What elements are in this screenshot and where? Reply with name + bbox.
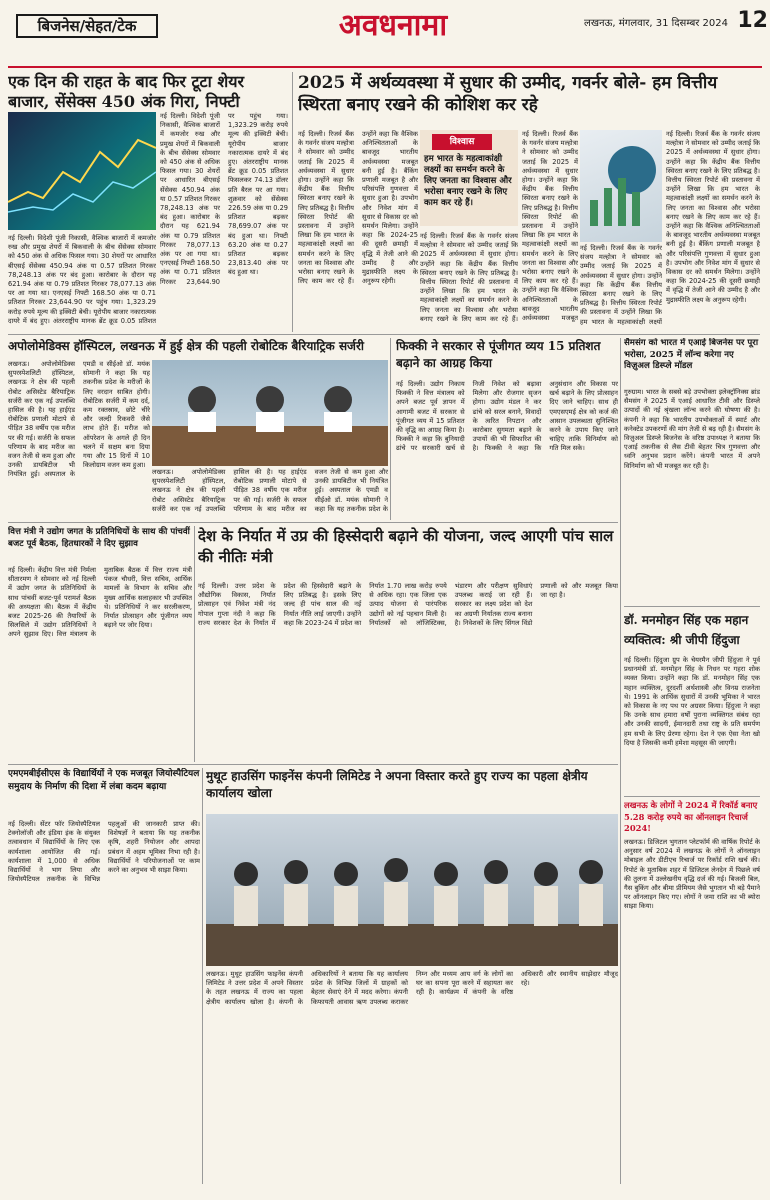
press-conference-graphic	[152, 360, 388, 466]
fm-headline-block	[8, 526, 192, 564]
rbi-body-a: नई दिल्ली। रिजर्व बैंक के गवर्नर संजय मल्होत्रा ने सोमवार को उम्मीद जताई कि 2025 में अर्थव्यवस्था में सुधार होगा। उन्होंने कहा कि केंद्रीय बैंक वित्तीय स्थिरता बनाए रखने के लिए प्रतिबद्ध है। वित्तीय स्थिरता रिपोर्ट की प्रस्तावना में उन्होंने लिखा कि हम भारत के महत्वाकांक्षी लक्ष्यों का समर्थन करने के लिए जनता का विश्वास और भरोसा बनाए रखने के लिए काम कर रहे हैं। उन्होंने कहा कि वैश्विक अनिश्चितताओं के बावजूद भारतीय अर्थव्यवस्था मजबूत बनी हुई है। बैंकिंग प्रणाली मजबूत है और परिसंपत्ति गुणवत्ता में सुधार हुआ है। उपभोग और निवेश मांग में सुधार से विकास दर को समर्थन मिलेगा। उन्होंने कहा कि 2024-25 की दूसरी छमाही में वृद्धि में तेजी आने की उम्मीद है और मुद्रास्फीति लक्ष्य के अनुरूप रहेगी।	[298, 130, 418, 286]
samsung-body: गुरुग्राम। भारत के सबसे बड़े उपभोक्ता इलेक्ट्रॉनिक्स ब्रांड सैमसंग ने 2025 में एआई आधारित टीवी और डिस्प्ले उत्पादों की नई श्रृंखला लॉन्च करने की घोषणा की है। कंपनी ने कहा कि भारतीय उपभोक्ताओं में स्मार्ट और कनेक्टेड उपकरणों की मांग तेजी से बढ़ रही है। सैमसंग के विज़ुअल डिस्प्ले बिजनेस के वरिष्ठ उपाध्यक्ष ने बताया कि एआई तकनीक से लैस टीवी बेहतर चित्र गुणवत्ता और ध्वनि अनुभव प्रदान करेंगे। कंपनी भारत में अपने विनिर्माण को भी मजबूत कर रही है।	[624, 388, 760, 470]
rbi-tag: विश्वास	[432, 134, 492, 150]
section-label: बिजनेस/सेहत/टेक	[16, 14, 158, 38]
rbi-headline-block	[298, 72, 760, 128]
rbi-pullquote: हम भारत के महत्वाकांक्षी लक्ष्यों का समर्थन करने के लिए जनता का विश्वास और भरोसा बनाए रखने के लिए काम कर रहे हैं।	[424, 154, 512, 208]
column-divider	[202, 768, 203, 1184]
column-divider	[194, 526, 195, 762]
manmohan-headline-block	[624, 610, 760, 654]
mpm-headline: एमएमबीईसीएस के विद्यार्थियों ने एक मजबूत जियोस्पैटियल समुदाय के निर्माण की दिशा में लंबा कदम बढ़ाया	[8, 769, 200, 792]
recharge-headline-block	[624, 800, 760, 836]
muthoot-body: लखनऊ। मुथूट हाउसिंग फाइनेंस कंपनी लिमिटेड ने उत्तर प्रदेश में अपने विस्तार के तहत लखनऊ में राज्य का पहला क्षेत्रीय कार्यालय खोला है। कंपनी के अधिकारियों ने बताया कि यह कार्यालय प्रदेश के विभिन्न जिलों में ग्राहकों को बेहतर सेवाएं देने में मदद करेगा। कंपनी किफायती आवास ऋण उपलब्ध कराकर निम्न और मध्यम आय वर्ग के लोगों का घर का सपना पूरा करने में सहायता कर रही है। कार्यक्रम में कंपनी के वरिष्ठ अधिकारी और स्थानीय साझेदार मौजूद रहे।	[206, 970, 618, 1006]
ficci-body: नई दिल्ली। उद्योग निकाय फिक्की ने वित्त मंत्रालय को अपने बजट पूर्व ज्ञापन में आगामी बजट में सरकार से पूंजीगत व्यय में 15 प्रतिशत की वृद्धि का आग्रह किया है। फिक्की ने कहा कि बुनियादी ढांचे पर सरकारी खर्च से निजी निवेश को बढ़ावा मिलेगा और रोजगार सृजन होगा। उद्योग मंडल ने कर ढांचे को सरल बनाने, विवादों के त्वरित निपटान और कारोबार सुगमता बढ़ाने के उपायों की भी सिफारिश की है। फिक्की ने कहा कि अनुसंधान और विकास पर खर्च बढ़ाने के लिए प्रोत्साहन दिए जाने चाहिए। साथ ही एमएसएमई क्षेत्र को कर्ज की आसान उपलब्धता सुनिश्चित करने के उपाय किए जाने चाहिए ताकि विनिर्माण को गति मिल सके।	[396, 380, 618, 453]
rbi-body-e: नई दिल्ली। रिजर्व बैंक के गवर्नर संजय मल्होत्रा ने सोमवार को उम्मीद जताई कि 2025 में अर्थव्यवस्था में सुधार होगा। उन्होंने कहा कि केंद्रीय बैंक वित्तीय स्थिरता बनाए रखने के लिए प्रतिबद्ध है। वित्तीय स्थिरता रिपोर्ट की प्रस्तावना में उन्होंने लिखा कि हम भारत के महत्वाकांक्षी लक्ष्यों का समर्थन करने के लिए जनता का विश्वास और भरोसा बनाए रखने के लिए काम कर रहे हैं। उन्होंने कहा कि वैश्विक अनिश्चितताओं के बावजूद भारतीय अर्थव्यवस्था मजबूत बनी हुई है। बैंकिंग प्रणाली मजबूत है और परिसंपत्ति गुणवत्ता में सुधार हुआ है। उपभोग और निवेश मांग में सुधार से विकास दर को समर्थन मिलेगा। उन्होंने कहा कि 2024-25 की दूसरी छमाही में वृद्धि में तेजी आने की उम्मीद है और मुद्रास्फीति लक्ष्य के अनुरूप रहेगी।	[666, 130, 760, 304]
section-divider	[8, 764, 618, 765]
export-headline: देश के निर्यात में उप्र की हिस्सेदारी बढ़ाने की योजना, जल्द आएगी पांच साल की नीतिः मंत्री	[198, 527, 614, 566]
column-divider	[292, 72, 293, 332]
muthoot-headline-block	[206, 768, 618, 812]
market-headline: एक दिन की राहत के बाद फिर टूटा शेयर बाजार, सेंसेक्स 450 अंक गिरा, निफ्टी	[8, 72, 245, 111]
export-headline-block	[198, 526, 618, 578]
rbi-body-b: नई दिल्ली। रिजर्व बैंक के गवर्नर संजय मल्होत्रा ने सोमवार को उम्मीद जताई कि 2025 में अर्थव्यवस्था में सुधार होगा। उन्होंने कहा कि केंद्रीय बैंक वित्तीय स्थिरता बनाए रखने के लिए प्रतिबद्ध है। वित्तीय स्थिरता रिपोर्ट की प्रस्तावना में उन्होंने लिखा कि हम भारत के महत्वाकांक्षी लक्ष्यों का समर्थन करने के लिए जनता का विश्वास और भरोसा बनाए रखने के लिए काम कर रहे हैं।	[420, 232, 518, 323]
samsung-headline-block	[624, 338, 760, 386]
stock-chart-graphic	[8, 112, 156, 230]
rbi-body-d: नई दिल्ली। रिजर्व बैंक के गवर्नर संजय मल्होत्रा ने सोमवार को उम्मीद जताई कि 2025 में अर्थव्यवस्था में सुधार होगा। उन्होंने कहा कि केंद्रीय बैंक वित्तीय स्थिरता बनाए रखने के लिए प्रतिबद्ध है। वित्तीय स्थिरता रिपोर्ट की प्रस्तावना में उन्होंने लिखा कि हम भारत के महत्वाकांक्षी लक्ष्यों	[580, 244, 662, 326]
economy-graphic	[580, 130, 662, 242]
apollo-headline: अपोलोमेडिक्स हॉस्पिटल, लखनऊ में हुई क्षेत्र की पहली रोबोटिक बैरियाट्रिक सर्जरी	[8, 339, 364, 353]
page-number: 12	[737, 8, 768, 33]
section-divider	[8, 334, 760, 335]
apollo-body-a: लखनऊ। अपोलोमेडिक्स सुपरस्पेशलिटी हॉस्पिटल, लखनऊ ने क्षेत्र की पहली रोबोट असिस्टेड बैरियाट्रिक सर्जरी कर एक नई उपलब्धि हासिल की है। यह हाईएंड रोबोटिक प्रणाली मोटापे से पीड़ित 38 वर्षीय एक मरीज पर की गई। सर्जरी के सफल परिणाम के बाद मरीज का वजन तेजी से कम हुआ और उनकी डायबिटीज भी नियंत्रित हुई। अस्पताल के एमडी व सीईओ डॉ. मयंक सोमानी ने कहा कि यह तकनीक प्रदेश के मरीजों के लिए वरदान साबित होगी। रोबोटिक सर्जरी में कम दर्द, कम रक्तस्राव, छोटे चीरे और जल्दी रिकवरी जैसे लाभ होते हैं। मरीज को ऑपरेशन के अगले ही दिन चलने में सक्षम बना दिया गया और 15 दिनों में 10 किलोग्राम वजन कम हुआ।	[8, 360, 150, 479]
manmohan-headline: डॉ. मनमोहन सिंह एक महान व्यक्तित्व: श्री जीपी हिंदुजा	[624, 613, 749, 647]
rbi-body-c: नई दिल्ली। रिजर्व बैंक के गवर्नर संजय मल्होत्रा ने सोमवार को उम्मीद जताई कि 2025 में अर्थव्यवस्था में सुधार होगा। उन्होंने कहा कि केंद्रीय बैंक वित्तीय स्थिरता बनाए रखने के लिए प्रतिबद्ध है। वित्तीय स्थिरता रिपोर्ट की प्रस्तावना में उन्होंने लिखा कि हम भारत के महत्वाकांक्षी लक्ष्यों का समर्थन करने के लिए जनता का विश्वास और भरोसा बनाए रखने के लिए काम कर रहे हैं। उन्होंने कहा कि वैश्विक अनिश्चितताओं के बावजूद भारतीय अर्थव्यवस्था मजबूत	[522, 130, 578, 323]
rbi-headline: 2025 में अर्थव्यवस्था में सुधार की उम्मीद, गवर्नर बोले- हम वित्तीय स्थिरता बनाए रखने की कोशिश कर रहे	[298, 73, 718, 115]
section-divider	[8, 522, 618, 523]
mpm-headline-block	[8, 768, 200, 818]
section-divider	[624, 606, 760, 607]
group-photo-graphic	[206, 814, 618, 966]
column-divider	[390, 338, 391, 520]
stock-chart-photo	[8, 112, 156, 230]
recharge-body: लखनऊ। डिजिटल भुगतान प्लेटफॉर्म की वार्षिक रिपोर्ट के अनुसार वर्ष 2024 में लखनऊ के लोगों ने ऑनलाइन मोबाइल और डीटीएच रिचार्ज पर रिकॉर्ड राशि खर्च की। रिपोर्ट के मुताबिक शहर में डिजिटल लेनदेन में पिछले वर्ष की तुलना में उल्लेखनीय वृद्धि दर्ज की गई। बिजली बिल, गैस बुकिंग और बीमा प्रीमियम जैसे भुगतान भी बड़े पैमाने पर ऑनलाइन किए गए। लोगों ने जमा राशि का भी ब्योरा साझा किया।	[624, 838, 760, 911]
issue-date: लखनऊ, मंगलवार, 31 दिसम्बर 2024	[584, 18, 728, 29]
fm-body: नई दिल्ली। केंद्रीय वित्त मंत्री निर्मला सीतारमण ने सोमवार को नई दिल्ली में उद्योग जगत के प्रतिनिधियों के साथ पांचवीं बजट-पूर्व परामर्श बैठक की अध्यक्षता की। बैठक में केंद्रीय बजट 2025-26 की तैयारियों के सिलसिले में उद्योग प्रतिनिधियों ने अपने सुझाव दिए। वित्त मंत्रालय के मुताबिक बैठक में वित्त राज्य मंत्री पंकज चौधरी, वित्त सचिव, आर्थिक मामलों के विभाग के सचिव और मुख्य आर्थिक सलाहकार भी उपस्थित थे। प्रतिनिधियों ने कर सरलीकरण, निर्यात प्रोत्साहन और पूंजीगत व्यय बढ़ाने पर जोर दिया।	[8, 566, 192, 639]
market-body-b: नई दिल्ली। विदेशी पूंजी निकासी, वैश्विक बाजारों में कमजोर रुख और प्रमुख शेयरों में बिकवाली के बीच सेंसेक्स सोमवार को 450 अंक से अधिक फिसल गया। 30 शेयरों पर आधारित बीएसई सेंसेक्स 450.94 अंक या 0.57 प्रतिशत गिरकर 78,248.13 अंक पर बंद हुआ। कारोबार के दौरान यह 621.94 अंक या 0.79 प्रतिशत गिरकर 78,077.13 अंक पर आ गया था। एनएसई निफ्टी 168.50 अंक या 0.71 प्रतिशत गिरकर 23,644.90 पर पहुंच गया। 1,323.29 करोड़ रुपये मूल्य की इक्विटी बेची। यूरोपीय बाजार नकारात्मक दायरे में बंद हुए। अंतरराष्ट्रीय मानक ब्रेंट क्रूड 0.05 प्रतिशत फिसलकर 74.13 डॉलर प्रति बैरल पर आ गया। शुक्रवार को सेंसेक्स 226.59 अंक या 0.29 प्रतिशत बढ़कर 78,699.07 अंक पर बंद हुआ था। निफ्टी 63.20 अंक या 0.27 प्रतिशत बढ़कर 23,813.40 अंक पर बंद हुआ था।	[160, 112, 288, 286]
samsung-headline: सैमसंग को भारत में एआई बिजनेस पर पूरा भरोसा, 2025 में लॉन्च करेगा नए विज़ुअल डिस्प्ले मॉडल	[624, 338, 759, 371]
market-body-a: नई दिल्ली। विदेशी पूंजी निकासी, वैश्विक बाजारों में कमजोर रुख और प्रमुख शेयरों में बिकवाली के बीच सेंसेक्स सोमवार को 450 अंक से अधिक फिसल गया। 30 शेयरों पर आधारित बीएसई सेंसेक्स 450.94 अंक या 0.57 प्रतिशत गिरकर 78,248.13 अंक पर बंद हुआ। कारोबार के दौरान यह 621.94 अंक या 0.79 प्रतिशत गिरकर 78,077.13 अंक पर आ गया था। एनएसई निफ्टी 168.50 अंक या 0.71 प्रतिशत गिरकर 23,644.90 पर पहुंच गया। 1,323.29 करोड़ रुपये मूल्य की इक्विटी बेची। यूरोपीय बाजार नकारात्मक दायरे में बंद हुए। अंतरराष्ट्रीय मानक ब्रेंट क्रूड 0.05 प्रतिशत	[8, 234, 156, 325]
apollo-body-b: लखनऊ। अपोलोमेडिक्स सुपरस्पेशलिटी हॉस्पिटल, लखनऊ ने क्षेत्र की पहली रोबोट असिस्टेड बैरियाट्रिक सर्जरी कर एक नई उपलब्धि हासिल की है। यह हाईएंड रोबोटिक प्रणाली मोटापे से पीड़ित 38 वर्षीय एक मरीज पर की गई। सर्जरी के सफल परिणाम के बाद मरीज का वजन तेजी से कम हुआ और उनकी डायबिटीज भी नियंत्रित हुई। अस्पताल के एमडी व सीईओ डॉ. मयंक सोमानी ने कहा कि यह तकनीक प्रदेश के	[152, 468, 388, 513]
apollo-press-photo	[152, 360, 388, 466]
ficci-headline: फिक्की ने सरकार से पूंजीगत व्यय 15 प्रतिशत बढ़ाने का आग्रह किया	[396, 339, 601, 370]
recharge-headline: लखनऊ के लोगों ने 2024 में रिकॉर्ड बनाए 5.28 करोड़ रुपये का ऑनलाइन रिचार्ज 2024!	[624, 800, 758, 833]
fm-headline: वित्त मंत्री ने उद्योग जगत के प्रतिनिधियों के साथ की पांचवीं बजट पूर्व बैठक, हितधारकों ने दिए सुझाव	[8, 527, 190, 549]
masthead-bar	[8, 6, 768, 68]
muthoot-office-photo	[206, 814, 618, 966]
economy-illustration	[580, 130, 662, 242]
masthead-logo: अवधनामा	[338, 8, 448, 43]
manmohan-body: नई दिल्ली। हिंदुजा ग्रुप के चेयरमैन जीपी हिंदुजा ने पूर्व प्रधानमंत्री डॉ. मनमोहन सिंह के निधन पर गहरा शोक व्यक्त किया। उन्होंने कहा कि डॉ. मनमोहन सिंह एक महान व्यक्तित्व, दूरदर्शी अर्थशास्त्री और विनम्र राजनेता थे। 1991 के आर्थिक सुधारों में उनकी भूमिका ने भारत को विकास के नए पथ पर अग्रसर किया। हिंदुजा ने कहा कि उनके साथ हमारा वर्षों पुराना व्यक्तिगत संबंध रहा और उनकी सादगी, ईमानदारी तथा राष्ट्र के प्रति समर्पण हम सभी के लिए प्रेरणा रहेगा। देश ने एक ऐसा नेता खो दिया है जिसकी कमी हमेशा महसूस की जाएगी।	[624, 656, 760, 747]
section-divider	[624, 796, 760, 797]
apollo-headline-block	[8, 338, 390, 360]
muthoot-headline: मुथूट हाउसिंग फाइनेंस कंपनी लिमिटेड ने अपना विस्तार करते हुए राज्य का पहला क्षेत्रीय कार्यालय खोला	[206, 769, 588, 800]
export-body: नई दिल्ली। उत्तर प्रदेश के औद्योगिक विकास, निर्यात प्रोत्साहन एवं निवेश मंत्री नंद गोपाल गुप्ता नंदी ने कहा कि राज्य सरकार देश के निर्यात में प्रदेश की हिस्सेदारी बढ़ाने के लिए प्रतिबद्ध है। इसके लिए जल्द ही पांच साल की नई निर्यात नीति लाई जाएगी। उन्होंने कहा कि 2023-24 में प्रदेश का निर्यात 1.70 लाख करोड़ रुपये से अधिक रहा। एक जिला एक उत्पाद योजना से पारंपरिक उद्योगों को नई पहचान मिली है। निर्यातकों को लॉजिस्टिक्स, भंडारण और परीक्षण सुविधाएं उपलब्ध कराई जा रही हैं। सरकार का लक्ष्य प्रदेश को देश का अग्रणी निर्यातक राज्य बनाना है। निवेशकों के लिए सिंगल विंडो प्रणाली को और मजबूत किया जा रहा है।	[198, 582, 618, 627]
mpm-body: नई दिल्ली। सेंटर फॉर जियोस्पैटियल टेक्नोलॉजी और इंडिया इंक के संयुक्त तत्वावधान में विद्यार्थियों के लिए एक कार्यशाला आयोजित की गई। कार्यशाला में 1,000 से अधिक विद्यार्थियों ने भाग लिया और जियोस्पैटियल तकनीक के विभिन्न पहलुओं की जानकारी प्राप्त की। विशेषज्ञों ने बताया कि यह तकनीक कृषि, शहरी नियोजन और आपदा प्रबंधन में अहम भूमिका निभा रही है। विद्यार्थियों ने परियोजनाओं पर काम करने का अनुभव भी साझा किया।	[8, 820, 200, 884]
ficci-headline-block	[396, 338, 618, 378]
column-divider	[620, 338, 621, 1184]
